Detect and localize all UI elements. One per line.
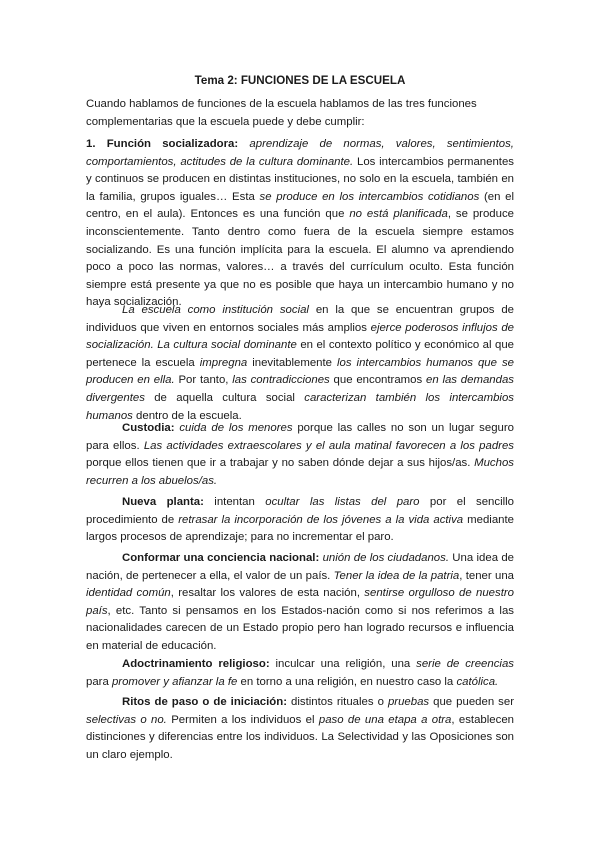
text-span: selectivas o no. [86,713,167,726]
text-span: unión de los ciudadanos. [322,552,449,564]
text-span: paso de una etapa a otra [318,713,452,726]
text-span: ejerce poderosos influjos de socialización. La cultura social dominante [86,321,514,352]
heading-funcion-socializadora: 1. Función socializadora: [86,138,239,150]
text-span: caracterizan también los intercambios humanos [86,391,514,422]
text-span: las contradicciones [232,374,330,387]
text-span: por el sencillo procedimiento de [86,496,515,526]
intro-paragraph [86,96,514,131]
text-span: católica. [456,675,499,688]
text-span: se produce en los intercambios cotidianos [254,190,480,203]
text-span: los intercambios humanos que se producen en ella. [86,356,514,387]
heading-conciencia-nacional: Conformar una conciencia nacional: [122,552,320,564]
text-span: porque las calles no son un lugar seguro para ellos. [86,422,514,452]
paragraph-adoctrinamiento-religioso [86,656,514,691]
text-span: (en el centro, en el aula). Entonces es una función que [86,190,514,221]
text-span: Tener la idea de la patria [333,569,460,582]
text-span: retrasar la incorporación de los jóvenes a la vida activa [178,513,464,526]
text-span: cuida de los menores [179,422,293,434]
text-span: dentro de la escuela. [132,409,242,422]
text-span: Muchos recurren a los abuelos/as. [86,457,514,487]
paragraph-custodia [86,420,514,490]
text-span: , establecen distinciones y diferencias entre los individuos. La Selectividad y las Oposiciones son un claro ejemplo. [86,713,514,761]
heading-custodia: Custodia: [122,422,175,434]
text-span: impregna [199,356,248,369]
text-span [238,138,249,150]
text-span: mediante largos procesos de aprendizaje; para no incrementar el paro. [86,513,514,544]
text-span: serie de creencias [416,658,514,670]
text-span: ocultar las listas del paro [265,496,420,508]
intro-text: Cuando hablamos de funciones de la escuela hablamos de las tres funciones complementarias que la escuela puede y debe cumplir: [86,98,477,128]
text-span: en las demandas divergentes [86,374,514,404]
text-span: de aquella cultura social [144,391,305,404]
text-span: , etc. Tanto si pensamos en los Estados-nación como si nos referimos a las nacionalidades carecen de un Estado propio pero han logrado recursos e influencia en material de educación. [86,604,514,652]
text-span: sentirse orgulloso de nuestro país [86,587,515,617]
paragraph-nueva-planta [86,494,514,547]
heading-ritos-de-paso: Ritos de paso o de iniciación: [122,696,288,708]
text-span: en torno a una religión, en nuestro caso la [237,675,457,688]
text-span: promover y afianzar la fe [111,675,238,688]
text-span: intentan [203,496,266,508]
page-title: Tema 2: FUNCIONES DE LA ESCUELA [194,74,406,87]
text-span: en la que se encuentran grupos de individuos que viven en entornos sociales más amplios [86,304,514,334]
paragraph-ritos-de-paso [86,694,514,764]
text-span: identidad común [86,587,171,600]
text-span: Permiten a los individuos el [166,713,319,726]
text-span: inevitablemente [247,356,338,369]
text-span: aprendizaje de normas, valores, sentimientos, comportamientos, actitudes de la cultura dominante. [86,138,514,168]
heading-adoctrinamiento-religioso: Adoctrinamiento religioso: [122,658,270,670]
text-span: Los intercambios permanentes y continuos se producen en distintas instituciones, no solo en la escuela, también en la familia, grupos iguales… Esta [86,155,514,203]
text-span: distintos rituales o [287,696,388,708]
text-span: Por tanto, [174,374,233,387]
text-span: , resaltar los valores de esta nación, [170,587,365,600]
text-span: que encontramos [329,374,426,387]
text-span: , tener una [459,569,514,582]
text-span: , se produce inconscientemente. Tanto dentro como fuera de la escuela siempre estamos socializando. Es una función implícita para la escuela. El alumno va aprendiendo poco a poco las normas, valores… a través del currículum oculto. Esta función siempre está presente ya que no es posible que haya un intercambio humano y no haya socialización. [86,208,514,309]
text-span: porque ellos tienen que ir a trabajar y no saben dónde dejar a sus hijos/as. [86,457,475,470]
paragraph-funcion-socializadora [86,136,514,312]
paragraph-conciencia-nacional [86,550,514,656]
text-span: pruebas [387,696,430,708]
text-span: Las actividades extraescolares y el aula matinal favorecen a los padres [143,439,514,452]
text-span: en el contexto político y económico al que pertenece la escuela [86,339,515,369]
heading-nueva-planta: Nueva planta: [122,496,204,508]
text-span: que pueden ser [429,696,514,708]
text-span: inculcar una religión, una [269,658,417,670]
text-span: La escuela como institución social [122,304,309,316]
paragraph-escuela-institucion-social [86,302,514,425]
text-span: no está planificada [349,208,448,221]
text-span: Una idea de nación, de pertenecer a ella, el valor de un país. [86,552,514,582]
text-span: para [86,675,112,688]
